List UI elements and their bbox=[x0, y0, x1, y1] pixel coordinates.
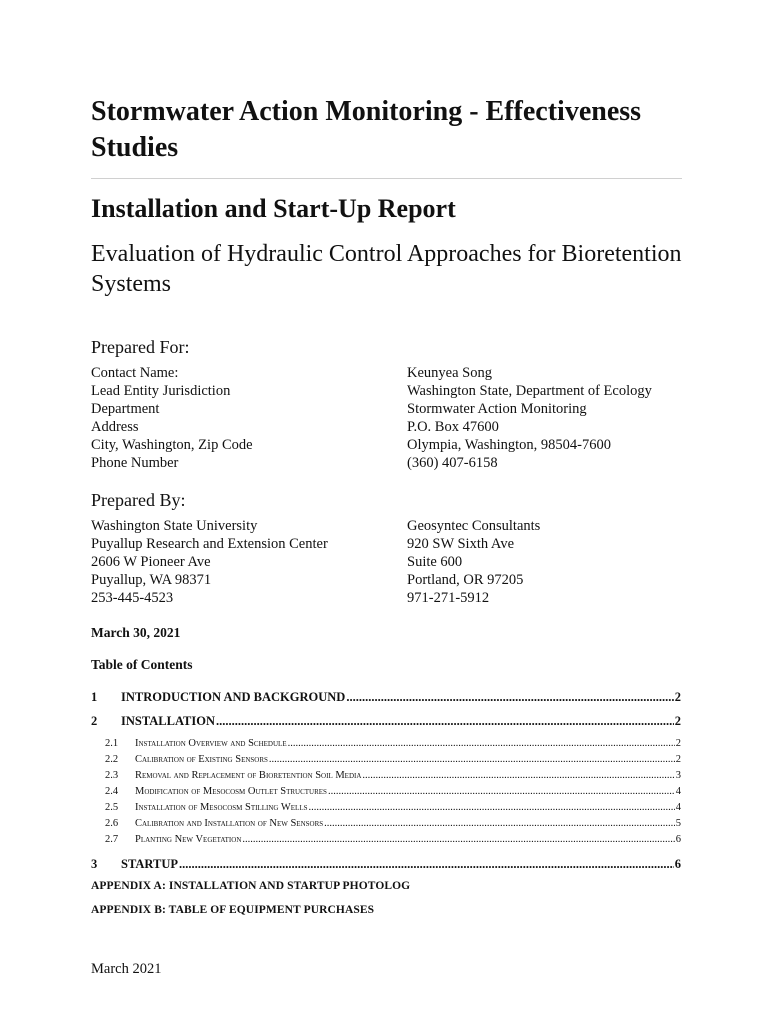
toc-number: 2.2 bbox=[105, 754, 119, 765]
toc-entry[interactable] bbox=[91, 714, 681, 730]
toc-title: INSTALLATION bbox=[121, 714, 216, 728]
city-label: City, Washington, Zip Code bbox=[91, 437, 253, 453]
toc-leader bbox=[309, 802, 675, 813]
toc-title: Modification of Mesocosm Outlet Structures bbox=[135, 786, 327, 797]
toc-leader bbox=[324, 818, 675, 829]
toc-subentry[interactable] bbox=[105, 770, 681, 784]
wsu-line: Puyallup Research and Extension Center bbox=[91, 536, 328, 552]
toc-subentry[interactable] bbox=[105, 834, 681, 848]
city-value: Olympia, Washington, 98504-7600 bbox=[407, 437, 611, 453]
toc-subentry[interactable] bbox=[105, 818, 681, 832]
toc-number: 2.1 bbox=[105, 738, 119, 749]
department-value: Stormwater Action Monitoring bbox=[407, 401, 587, 417]
toc-page: 4 bbox=[675, 802, 681, 813]
toc-appendix-a[interactable]: APPENDIX A: INSTALLATION AND STARTUP PHOTOLOG bbox=[91, 880, 411, 892]
toc-page: 2 bbox=[674, 690, 681, 704]
toc-leader bbox=[269, 754, 675, 765]
geosyntec-line: 971-271-5912 bbox=[407, 590, 490, 606]
wsu-line: 253-445-4523 bbox=[91, 590, 174, 606]
toc-leader bbox=[216, 714, 674, 729]
toc-title: INTRODUCTION AND BACKGROUND bbox=[121, 690, 346, 704]
geosyntec-line: Suite 600 bbox=[407, 554, 463, 570]
toc-page: 2 bbox=[674, 714, 681, 728]
phone-label: Phone Number bbox=[91, 455, 179, 471]
toc-leader bbox=[328, 786, 675, 797]
title-divider bbox=[91, 178, 682, 179]
toc-page: 6 bbox=[674, 857, 681, 871]
toc-entry[interactable] bbox=[91, 690, 681, 706]
wsu-line: Puyallup, WA 98371 bbox=[91, 572, 212, 588]
toc-heading: Table of Contents bbox=[91, 657, 193, 672]
toc-subentry[interactable] bbox=[105, 738, 681, 752]
toc-subentry[interactable] bbox=[105, 802, 681, 816]
prepared-by-geosyntec bbox=[407, 517, 540, 607]
toc-page: 6 bbox=[675, 834, 681, 845]
prepared-for-heading: Prepared For: bbox=[91, 337, 190, 357]
toc-leader bbox=[179, 857, 674, 872]
toc-number: 2.7 bbox=[105, 834, 119, 845]
contact-name-value: Keunyea Song bbox=[407, 365, 492, 381]
toc-title: Installation of Mesocosm Stilling Wells bbox=[135, 802, 308, 813]
toc-title: Calibration of Existing Sensors bbox=[135, 754, 268, 765]
toc-entry[interactable] bbox=[91, 857, 681, 873]
toc-title: Installation Overview and Schedule bbox=[135, 738, 287, 749]
contact-name-label: Contact Name: bbox=[91, 365, 179, 381]
toc-title: Removal and Replacement of Bioretention Soil Media bbox=[135, 770, 362, 781]
geosyntec-line: Portland, OR 97205 bbox=[407, 572, 524, 588]
evaluation-title: Evaluation of Hydraulic Control Approaches for Bioretention Systems bbox=[91, 241, 682, 297]
toc-page: 3 bbox=[675, 770, 681, 781]
toc-appendix-b[interactable]: APPENDIX B: TABLE OF EQUIPMENT PURCHASES bbox=[91, 904, 375, 916]
department-label: Department bbox=[91, 401, 160, 417]
toc-number: 2.3 bbox=[105, 770, 119, 781]
jurisdiction-value: Washington State, Department of Ecology bbox=[407, 383, 652, 399]
toc-subentry[interactable] bbox=[105, 754, 681, 768]
toc-title: Planting New Vegetation bbox=[135, 834, 242, 845]
address-label: Address bbox=[91, 419, 139, 435]
geosyntec-line: 920 SW Sixth Ave bbox=[407, 536, 515, 552]
document-title: Stormwater Action Monitoring - Effectiveness Studies bbox=[91, 96, 642, 163]
toc-page: 5 bbox=[675, 818, 681, 829]
wsu-line: 2606 W Pioneer Ave bbox=[91, 554, 211, 570]
phone-value: (360) 407-6158 bbox=[407, 455, 498, 471]
toc-leader bbox=[346, 690, 673, 705]
toc-subentry[interactable] bbox=[105, 786, 681, 800]
toc-page: 4 bbox=[675, 786, 681, 797]
toc-number: 2.5 bbox=[105, 802, 119, 813]
prepared-by-wsu bbox=[91, 517, 328, 607]
prepared-for-values bbox=[407, 364, 652, 472]
geosyntec-line: Geosyntec Consultants bbox=[407, 518, 541, 534]
toc-number: 2 bbox=[91, 714, 98, 728]
toc-leader bbox=[288, 738, 675, 749]
toc-number: 1 bbox=[91, 690, 98, 704]
toc-title: Calibration and Installation of New Sensors bbox=[135, 818, 324, 829]
toc-number: 2.6 bbox=[105, 818, 119, 829]
page-footer: March 2021 bbox=[91, 961, 162, 977]
toc-number: 2.4 bbox=[105, 786, 119, 797]
toc-title: STARTUP bbox=[121, 857, 178, 871]
toc-number: 3 bbox=[91, 857, 98, 871]
toc-page: 2 bbox=[675, 738, 681, 749]
address-value: P.O. Box 47600 bbox=[407, 419, 499, 435]
report-date: March 30, 2021 bbox=[91, 625, 181, 640]
toc-leader bbox=[242, 834, 674, 845]
prepared-for-labels bbox=[91, 364, 253, 472]
jurisdiction-label: Lead Entity Jurisdiction bbox=[91, 383, 231, 399]
prepared-by-heading: Prepared By: bbox=[91, 490, 186, 510]
wsu-line: Washington State University bbox=[91, 518, 258, 534]
toc-leader bbox=[362, 770, 674, 781]
report-subtitle: Installation and Start-Up Report bbox=[91, 194, 456, 223]
toc-page: 2 bbox=[675, 754, 681, 765]
